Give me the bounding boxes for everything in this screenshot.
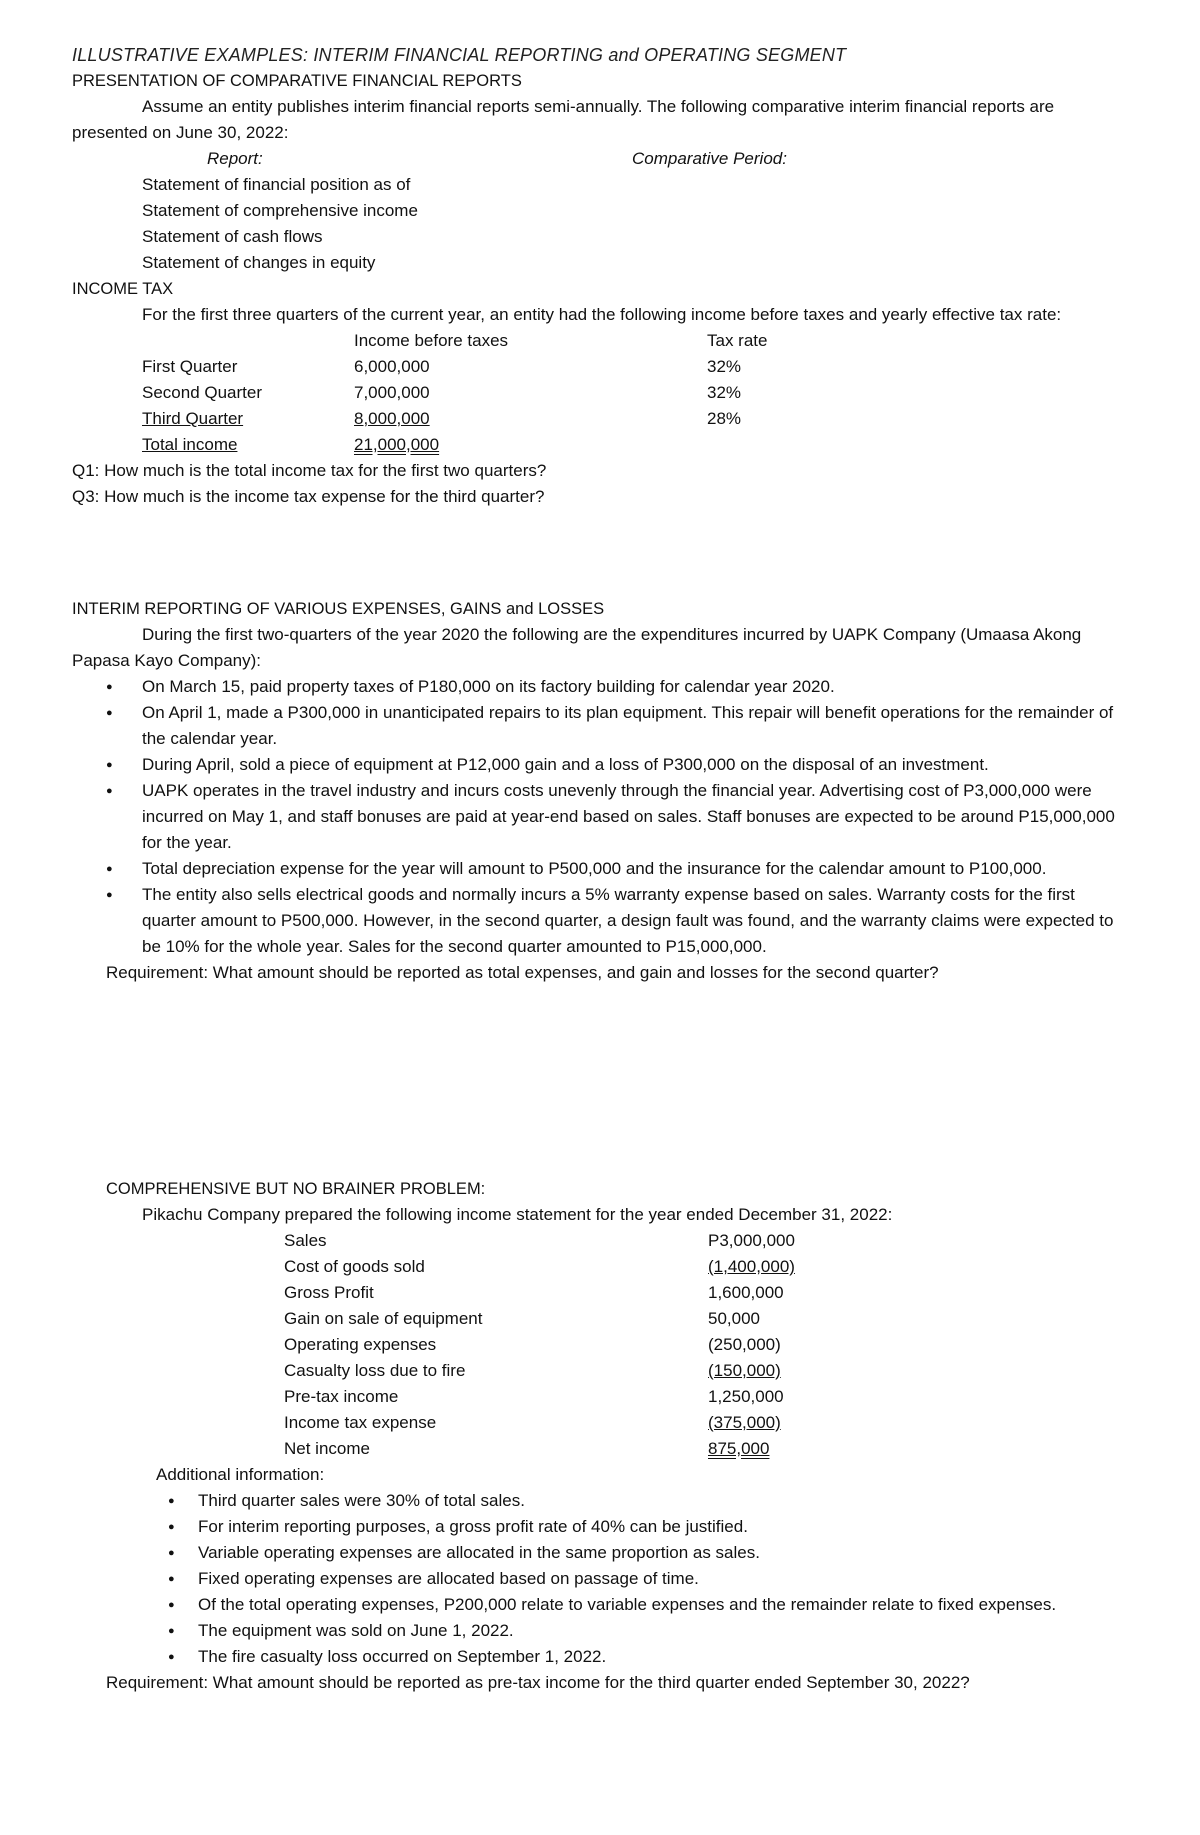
section-heading-interim-expenses: INTERIM REPORTING OF VARIOUS EXPENSES, GAINS and LOSSES [72,600,605,618]
document-page [72,42,1132,1696]
list-item: ● Fixed operating expenses are allocated based on passage of time. [198,1566,1132,1592]
report-columns-header [72,146,1132,172]
column-header-tax-rate: Tax rate [707,331,768,350]
statement-line [72,1228,1132,1254]
statement-line [72,1410,1132,1436]
quarter-label: Second Quarter [142,383,263,402]
additional-info-list [72,1488,1132,1670]
income-value: 8,000,000 [354,409,430,428]
list-item: ● UAPK operates in the travel industry and incurs costs unevenly through the financial year. Advertising cost of P3,000,000 were incurred on May 1, and staff bonuses are paid at year-end based on sales. Staff bonuses are expected to be around P15,000,000 for the year. [142,778,1132,856]
column-header-report: Report: [207,149,263,168]
list-item: ● Total depreciation expense for the year will amount to P500,000 and the insurance for the calendar amount to P100,000. [142,856,1132,882]
statement-line [72,1280,1132,1306]
report-item: Statement of cash flows [142,227,323,246]
income-value: 6,000,000 [354,357,430,376]
column-header-income: Income before taxes [354,331,509,350]
statement-line [72,1306,1132,1332]
paragraph-pikachu-intro: Pikachu Company prepared the following income statement for the year ended December 31, 2022: [142,1205,893,1224]
question-q1: Q1: How much is the total income tax for the first two quarters? [72,461,547,480]
statement-value: 50,000 [708,1309,760,1328]
statement-value: (150,000) [708,1361,781,1380]
report-list [72,172,1132,276]
quarter-label: First Quarter [142,357,238,376]
table-row [72,380,1132,406]
table-row [72,406,1132,432]
report-item: Statement of changes in equity [142,253,376,272]
statement-line [72,1332,1132,1358]
report-item: Statement of financial position as of [142,175,411,194]
tax-rate-value: 32% [707,357,742,376]
statement-label: Net income [284,1439,370,1458]
statement-line [72,1384,1132,1410]
tax-rate-value: 28% [707,409,742,428]
income-value: 7,000,000 [354,383,430,402]
question-q3: Q3: How much is the income tax expense for the third quarter? [72,487,545,506]
statement-value: (375,000) [708,1413,781,1432]
document-title: ILLUSTRATIVE EXAMPLES: INTERIM FINANCIAL REPORTING and OPERATING SEGMENT [72,45,847,65]
list-item: ● During April, sold a piece of equipment at P12,000 gain and a loss of P300,000 on the disposal of an investment. [142,752,1132,778]
statement-line [72,1358,1132,1384]
report-item: Statement of comprehensive income [142,201,418,220]
section-heading-comprehensive: COMPREHENSIVE BUT NO BRAINER PROBLEM: [106,1180,486,1198]
section-heading-income-tax: INCOME TAX [72,280,174,298]
tax-rate-value: 32% [707,383,742,402]
list-item: ● On March 15, paid property taxes of P180,000 on its factory building for calendar year 2020. [142,674,1132,700]
section-heading-comparative: PRESENTATION OF COMPARATIVE FINANCIAL REPORTS [72,72,522,90]
list-item: ● For interim reporting purposes, a gross profit rate of 40% can be justified. [198,1514,1132,1540]
statement-value: 875,000 [708,1439,770,1458]
paragraph-income-tax-intro: For the first three quarters of the current year, an entity had the following income before taxes and yearly effective tax rate: [142,305,1062,324]
statement-label: Pre-tax income [284,1387,399,1406]
additional-info-heading: Additional information: [156,1465,325,1484]
table-row [72,354,1132,380]
statement-line [72,1436,1132,1462]
statement-label: Income tax expense [284,1413,437,1432]
total-label: Total income [142,435,238,454]
statement-label: Sales [284,1231,327,1250]
statement-label: Gain on sale of equipment [284,1309,483,1328]
table-total-row [72,432,1132,458]
column-header-comparative-period: Comparative Period: [632,149,787,168]
statement-value: 1,600,000 [708,1283,784,1302]
list-item: ● The entity also sells electrical goods and normally incurs a 5% warranty expense based on sales. Warranty costs for the first quarter amount to P500,000. However, in the second quarter, a design fault was found, and the warranty claims were expected to be 10% for the whole year. Sales for the second quarter amounted to P15,000,000. [142,882,1132,960]
list-item: ● Third quarter sales were 30% of total sales. [198,1488,1132,1514]
table-header-row [72,328,1132,354]
list-item: ● On April 1, made a P300,000 in unanticipated repairs to its plan equipment. This repair will benefit operations for the remainder of the calendar year. [142,700,1132,752]
list-item: ● The fire casualty loss occurred on September 1, 2022. [198,1644,1132,1670]
list-item: ● Variable operating expenses are allocated in the same proportion as sales. [198,1540,1132,1566]
quarter-label: Third Quarter [142,409,244,428]
requirement-second-quarter: Requirement: What amount should be reported as total expenses, and gain and losses for the second quarter? [106,963,939,982]
list-item: ● Of the total operating expenses, P200,000 relate to variable expenses and the remainder relate to fixed expenses. [198,1592,1132,1618]
statement-value: (250,000) [708,1335,781,1354]
statement-line [72,1254,1132,1280]
statement-value: P3,000,000 [708,1231,795,1250]
total-value: 21,000,000 [354,435,440,454]
requirement-third-quarter: Requirement: What amount should be reported as pre-tax income for the third quarter ended September 30, 2022? [106,1673,970,1692]
income-tax-table [72,328,1132,458]
statement-value: 1,250,000 [708,1387,784,1406]
paragraph-uapk-intro: During the first two-quarters of the year 2020 the following are the expenditures incurred by UAPK Company (Umaasa Akong Papasa Kayo Company): [72,625,1082,670]
statement-value: (1,400,000) [708,1257,795,1276]
statement-label: Casualty loss due to fire [284,1361,466,1380]
expenditure-list [72,674,1132,960]
paragraph-comparative-intro: Assume an entity publishes interim financial reports semi-annually. The following comparative interim financial reports are presented on June 30, 2022: [72,97,1055,142]
income-statement [72,1228,1132,1462]
statement-label: Gross Profit [284,1283,374,1302]
statement-label: Operating expenses [284,1335,437,1354]
list-item: ● The equipment was sold on June 1, 2022. [198,1618,1132,1644]
statement-label: Cost of goods sold [284,1257,425,1276]
